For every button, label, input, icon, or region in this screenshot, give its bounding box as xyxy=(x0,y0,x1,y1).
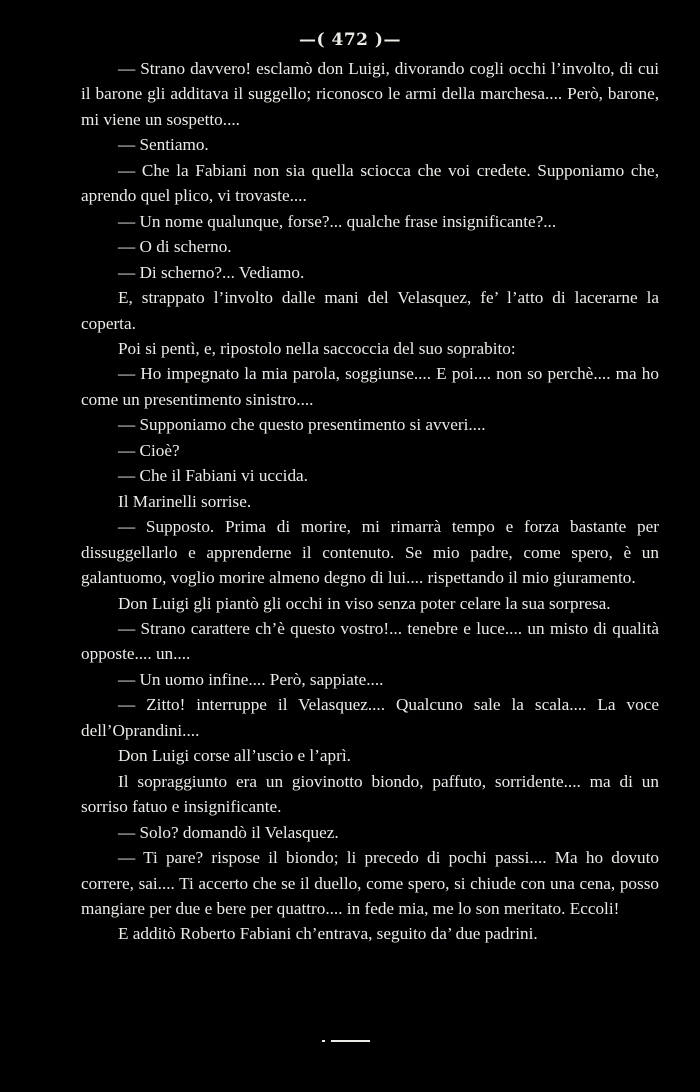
paragraph: — O di scherno. xyxy=(118,237,232,257)
paragraph: Il Marinelli sorrise. xyxy=(118,491,252,511)
end-rule xyxy=(331,1040,370,1042)
paragraph: Don Luigi gli piantò gli occhi in viso senza poter celare la sua sorpresa. xyxy=(118,593,611,613)
paragraph: — Ho impegnato la mia parola, soggiunse.... E poi.... non so perchè.... ma ho come un presentimento sinistro.... xyxy=(81,364,659,409)
paragraph: — Solo? domandò il Velasquez. xyxy=(118,822,339,842)
paragraph: — Che la Fabiani non sia quella sciocca che voi credete. Supponiamo che, aprendo quel plico, vi trovaste.... xyxy=(81,160,659,206)
paragraph: — Di scherno?... Vediamo. xyxy=(118,262,305,282)
paragraph: — Strano davvero! esclamò don Luigi, divorando cogli occhi l’involto, di cui il barone gli additava il suggello; riconosco le armi della marchesa.... Però, barone, mi viene un sospetto.... xyxy=(81,59,659,129)
page-number: —( 472 )— xyxy=(299,30,401,50)
paragraph: — Cioè? xyxy=(118,440,180,460)
end-ornament-dot xyxy=(322,1040,325,1042)
paragraph: Poi si pentì, e, ripostolo nella saccoccia del suo soprabito: xyxy=(118,338,516,358)
page-text xyxy=(81,56,659,947)
paragraph: — Zitto! interruppe il Velasquez.... Qualcuno sale la scala.... La voce dell’Oprandini.... xyxy=(81,695,659,740)
paragraph: — Supposto. Prima di morire, mi rimarrà tempo e forza bastante per dissuggellarlo e apprenderne il contenuto. Se mio padre, come spero, è un galantuomo, voglio morire almeno degno di lui.... rispettando il mio giuramento. xyxy=(81,517,659,588)
paragraph: — Un uomo infine.... Però, sappiate.... xyxy=(118,669,384,689)
paragraph: E additò Roberto Fabiani ch’entrava, seguito da’ due padrini. xyxy=(118,924,538,944)
paragraph: — Sentiamo. xyxy=(118,135,209,155)
paragraph: Il sopraggiunto era un giovinotto biondo, paffuto, sorridente.... ma di un sorriso fatuo e insignificante. xyxy=(81,771,659,817)
paragraph: — Supponiamo che questo presentimento si avveri.... xyxy=(118,415,486,435)
paragraph: E, strappato l’involto dalle mani del Velasquez, fe’ l’atto di lacerarne la coperta. xyxy=(81,288,659,333)
paragraph: — Strano carattere ch’è questo vostro!... tenebre e luce.... un misto di qualità opposte.... un.... xyxy=(81,618,659,664)
paragraph: — Che il Fabiani vi uccida. xyxy=(118,466,308,486)
paragraph: — Ti pare? rispose il biondo; li precedo di pochi passi.... Ma ho dovuto correre, sai.... Ti accerto che se il duello, come spero, si chiude con una cena, posso mangiare per due e bere per quattro.... in fede mia, me lo son meritato. Eccoli! xyxy=(81,848,659,918)
paragraph: Don Luigi corse all’uscio e l’aprì. xyxy=(118,746,351,766)
paragraph: — Un nome qualunque, forse?... qualche frase insignificante?... xyxy=(118,211,557,231)
